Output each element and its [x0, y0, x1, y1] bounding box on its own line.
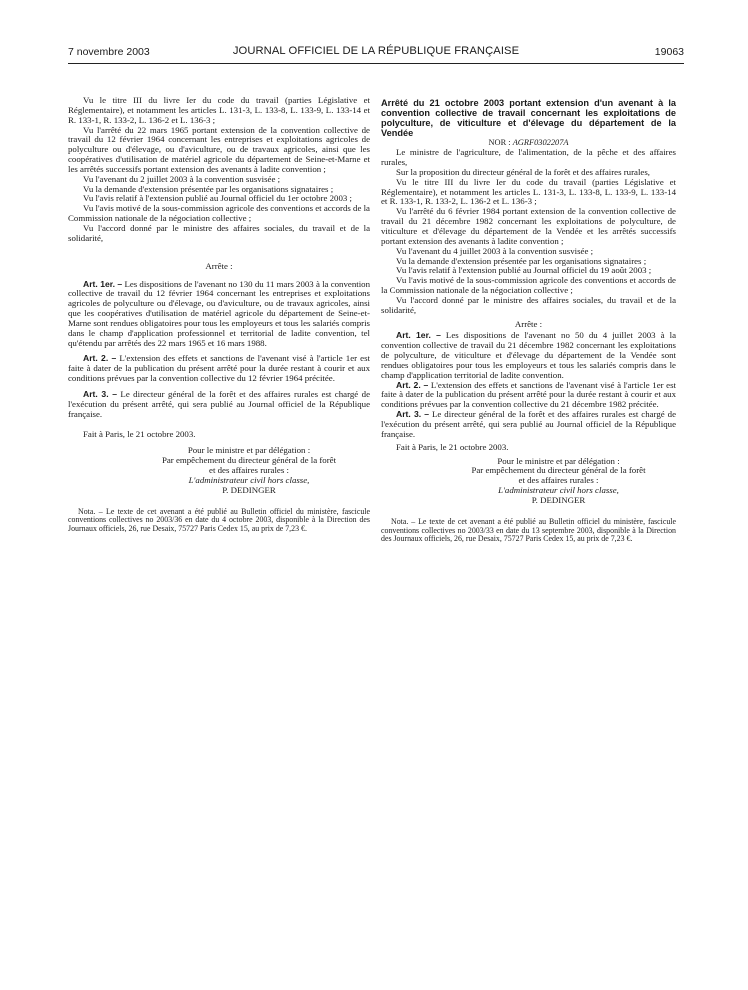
proposition: Sur la proposition du directeur général de la forêt et des affaires rurales,: [396, 166, 650, 177]
visa: Vu le titre III du livre Ier du code du travail (parties Législative et Réglementaire), et notamment les articles L. 131-3, L. 133-8, L. 133-9, L. 133-14 et R. 133-1, R. 133-2, L. 136-2 et L. 136-3 ;: [68, 95, 370, 125]
article: [68, 280, 370, 349]
arrete-heading: Arrête :: [514, 318, 543, 329]
visa: Vu l'arrêté du 22 mars 1965 portant extension de la convention collective de travail du 12 février 1964 concernant les entreprises et exploitations agricoles de polyculture ou d'élevage, ou d'aviculture, ou de travaux agricoles, ainsi que les coopératives d'utilisation de matériel agricole du département de Seine-et-Marne et les arrêtés successifs portant extension des avenants à ladite convention ;: [68, 124, 370, 174]
article-text: Les dispositions de l'avenant no 50 du 4 juillet 2003 à la convention collective de travail du 21 décembre 1982 concernant les exploitations de polyculture, de viticulture et d'élevage du département de la Vendée sont rendues obligatoires pour tous les employeurs et tous les salariés compris dans le champ d'application territorial de ladite convention.: [381, 330, 676, 380]
issue-date: 7 novembre 2003: [68, 46, 150, 58]
signature-block: [68, 446, 370, 495]
visa: Vu l'arrêté du 6 février 1984 portant extension de la convention collective de travail du 21 décembre 1982 concernant les exploitations de polyculture, de viticulture et d'élevage du département de la Vendée et les arrêtés successifs portant extension des avenants à ladite convention ;: [381, 206, 676, 246]
article-label: Art. 1er. –: [396, 330, 441, 341]
signature-line: et des affaires rurales :: [518, 475, 599, 486]
page-number: 19063: [654, 46, 684, 58]
visa: Vu l'accord donné par le ministre des affaires sociales, du travail et de la solidarité,: [381, 294, 676, 315]
journal-title: JOURNAL OFFICIEL DE LA RÉPUBLIQUE FRANÇAISE: [232, 45, 520, 57]
visa: Vu l'avis relatif à l'extension publié au Journal officiel du 1er octobre 2003 ;: [83, 193, 352, 204]
article-label: Art. 3. –: [396, 409, 430, 420]
article-label: Art. 2. –: [396, 379, 429, 390]
signature-line: et des affaires rurales :: [209, 465, 289, 475]
intro: Le ministre de l'agriculture, de l'alimentation, de la pêche et des affaires rurales,: [381, 147, 676, 168]
article: [381, 381, 676, 411]
visa: Vu l'avenant du 2 juillet 2003 à la convention susvisée ;: [83, 173, 281, 184]
nor-code: AGRF0302207A: [512, 138, 569, 148]
article-text: L'extension des effets et sanctions de l'avenant visé à l'article 1er est faite à dater de la publication du présent arrêté pour la durée restant à courir et aux conditions prévues par la convention collective du 12 février 1964 précitée.: [68, 353, 370, 384]
nor-label: NOR :: [488, 138, 511, 148]
decree-title: Arrêté du 21 octobre 2003 portant extension d'un avenant à la convention collective de travail concernant les exploitations de polyculture, de viticulture et d'élevage du département de la Vendée: [381, 98, 676, 139]
signatory-role: L'administrateur civil hors classe,: [498, 485, 619, 496]
signature-line: Par empêchement du directeur général de la forêt: [471, 465, 646, 476]
article-label: Art. 3. –: [83, 388, 117, 399]
article: [381, 331, 676, 380]
signatory-name: P. DEDINGER: [222, 484, 276, 495]
arrete-heading: Arrête :: [205, 260, 233, 271]
visa: Vu l'avis motivé de la sous-commission agricole des conventions et accords de la Commission nationale de la négociation collective ;: [381, 275, 676, 296]
article-label: Art. 1er. –: [83, 278, 123, 289]
article-text: Les dispositions de l'avenant no 130 du 11 mars 2003 à la convention collective de travail du 12 février 1964 concernant les entreprises et exploitations agricoles de polyculture ou d'élevage, ou d'aviculture, ou de travaux agricoles, ainsi que les coopératives d'utilisation de matériel agricole du département de Seine-et-Marne sont rendues obligatoires pour tous les employeurs et tous les salariés compris dans le champ d'application professionnel et territorial de ladite convention, tel qu'étendu par arrêtés des 22 mars 1965 et 16 mars 1988.: [68, 278, 370, 348]
article-text: Le directeur général de la forêt et des affaires rurales est chargé de l'exécution du présent arrêté, qui sera publié au Journal officiel de la République française.: [381, 409, 676, 439]
article-text: L'extension des effets et sanctions de l'avenant visé à l'article 1er est faite à dater de la publication du présent arrêté pour la durée restant à courir et aux conditions prévues par la convention collective du 21 décembre 1982 précitée.: [381, 379, 676, 410]
fait-a-paris: Fait à Paris, le 21 octobre 2003.: [396, 441, 509, 452]
nota: Nota. – Le texte de cet avenant a été publié au Bulletin officiel du ministère, fascicule conventions collectives no 2003/33 en date du 13 septembre 2003, disponible à la Direction des Journaux officiels, 26, rue Desaix, 75727 Paris Cedex 15, au prix de 7,23 €.: [381, 516, 676, 544]
visa: Vu le titre III du livre Ier du code du travail (parties Législative et Réglementaire), et notamment les articles L. 131-3, L. 133-8, L. 133-9, L. 133-14 et R. 133-1, R. 133-2, L. 136-2 et L. 136-3 ;: [381, 176, 676, 207]
article-text: Le directeur général de la forêt et des affaires rurales est chargé de l'exécution du présent arrêté, qui sera publié au Journal officiel de la République française.: [68, 388, 370, 419]
signatory-role: L'administrateur civil hors classe,: [188, 474, 310, 485]
signature-line: Pour le ministre et par délégation :: [497, 455, 620, 466]
article: [68, 390, 370, 420]
visa: Vu l'avis motivé de la sous-commission agricole des conventions et accords de la Commission nationale de la négociation collective ;: [68, 203, 370, 224]
header-rule: [68, 63, 684, 64]
signature-line: Pour le ministre et par délégation :: [187, 445, 311, 456]
visa: Vu l'avenant du 4 juillet 2003 à la convention susvisée ;: [396, 245, 594, 256]
visa: Vu la demande d'extension présentée par les organisations signataires ;: [396, 255, 647, 266]
article-label: Art. 2. –: [83, 353, 117, 364]
fait-a-paris: Fait à Paris, le 21 octobre 2003.: [83, 429, 196, 440]
visa: Vu l'accord donné par le ministre des affaires sociales, du travail et de la solidarité,: [68, 222, 370, 243]
signatory-name: P. DEDINGER: [531, 494, 586, 505]
page-header: [68, 44, 684, 62]
nota: Nota. – Le texte de cet avenant a été publié au Bulletin officiel du ministère, fascicule conventions collectives no 2003/36 en date du 4 octobre 2003, disponible à la Direction des Journaux officiels, 26, rue Desaix, 75727 Paris Cedex 15, au prix de 7,23 €.: [68, 506, 370, 534]
article: [381, 410, 676, 440]
visa: Vu l'avis relatif à l'extension publié au Journal officiel du 19 août 2003 ;: [396, 265, 652, 276]
signature-block: [381, 457, 676, 506]
right-column: [381, 98, 676, 544]
signature-line: Par empêchement du directeur général de la forêt: [161, 455, 337, 466]
visa: Vu la demande d'extension présentée par les organisations signataires ;: [83, 183, 334, 194]
left-column: [68, 96, 370, 534]
article: [68, 354, 370, 384]
